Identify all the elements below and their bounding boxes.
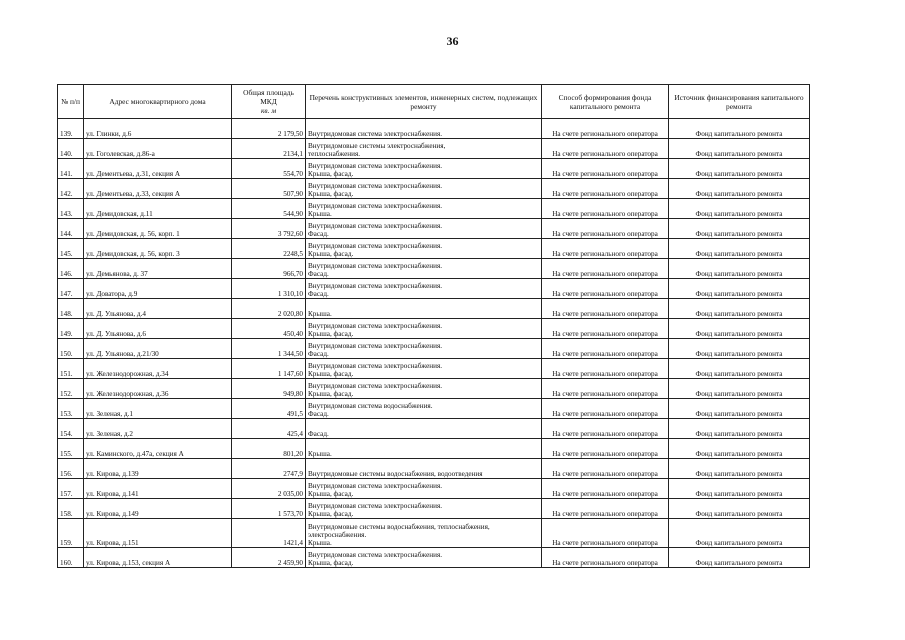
table-row: [58, 279, 810, 299]
row-area: 1 147,60: [232, 359, 306, 379]
row-funding-method: На счете регионального оператора: [542, 159, 669, 179]
row-funding-method: На счете регионального оператора: [542, 519, 669, 548]
row-element-line: Крыша, фасад.: [308, 370, 354, 378]
row-area: 2 179,50: [232, 119, 306, 139]
table-row: [58, 159, 810, 179]
row-area: 491,5: [232, 399, 306, 419]
row-element-line: Фасад.: [308, 230, 329, 238]
row-address: ул. Каминского, д.47а, секция А: [84, 439, 232, 459]
row-element-line: теплоснабжения.: [308, 150, 361, 158]
row-number: 142.: [58, 179, 84, 199]
row-elements: [306, 239, 542, 259]
row-element-line: Фасад.: [308, 270, 329, 278]
repair-register-table: [57, 84, 810, 568]
table-row: [58, 299, 810, 319]
table-header-row: [58, 85, 810, 119]
row-elements: [306, 439, 542, 459]
header-area: [232, 85, 306, 119]
row-address: ул. Кирова, д.149: [84, 499, 232, 519]
row-element-line: Внутридомовая система электроснабжения.: [308, 242, 443, 250]
row-funding-source: Фонд капитального ремонта: [669, 519, 810, 548]
row-address: ул. Доватора, д.9: [84, 279, 232, 299]
row-funding-method: На счете регионального оператора: [542, 119, 669, 139]
row-number: 151.: [58, 359, 84, 379]
row-number: 159.: [58, 519, 84, 548]
row-number: 140.: [58, 139, 84, 159]
row-funding-source: Фонд капитального ремонта: [669, 279, 810, 299]
row-address: ул. Кирова, д.139: [84, 459, 232, 479]
row-funding-method: На счете регионального оператора: [542, 199, 669, 219]
row-element-line: Внутридомовые системы водоснабжения, теплоснабжения,: [308, 523, 490, 531]
row-element-line: Внутридомовая система электроснабжения.: [308, 162, 443, 170]
row-elements: [306, 319, 542, 339]
row-funding-method: На счете регионального оператора: [542, 379, 669, 399]
row-element-line: Внутридомовая система электроснабжения.: [308, 502, 443, 510]
row-element-line: Внутридомовая система электроснабжения.: [308, 282, 443, 290]
table-row: [58, 459, 810, 479]
row-area: 1 310,10: [232, 279, 306, 299]
row-funding-method: На счете регионального оператора: [542, 439, 669, 459]
row-funding-source: Фонд капитального ремонта: [669, 179, 810, 199]
row-address: ул. Демидовская, д. 56, корп. 3: [84, 239, 232, 259]
header-area-unit: кв. м: [260, 106, 277, 115]
row-element-line: Крыша, фасад.: [308, 330, 354, 338]
row-number: 154.: [58, 419, 84, 439]
row-address: ул. Демидовская, д.11: [84, 199, 232, 219]
row-elements: [306, 259, 542, 279]
row-elements: [306, 299, 542, 319]
row-area: 949,80: [232, 379, 306, 399]
row-address: ул. Зеленая, д.2: [84, 419, 232, 439]
row-elements: [306, 159, 542, 179]
row-funding-source: Фонд капитального ремонта: [669, 119, 810, 139]
row-element-line: Внутридомовая система электроснабжения.: [308, 182, 443, 190]
row-element-line: Крыша, фасад.: [308, 190, 354, 198]
row-funding-source: Фонд капитального ремонта: [669, 499, 810, 519]
row-area: 2134,1: [232, 139, 306, 159]
row-element-line: Внутридомовая система электроснабжения.: [308, 322, 443, 330]
table-row: [58, 399, 810, 419]
row-funding-method: На счете регионального оператора: [542, 459, 669, 479]
row-funding-method: На счете регионального оператора: [542, 179, 669, 199]
row-elements: [306, 519, 542, 548]
row-funding-source: Фонд капитального ремонта: [669, 319, 810, 339]
row-address: ул. Зеленая, д.1: [84, 399, 232, 419]
row-funding-source: Фонд капитального ремонта: [669, 459, 810, 479]
row-funding-method: На счете регионального оператора: [542, 279, 669, 299]
row-address: ул. Кирова, д.151: [84, 519, 232, 548]
row-funding-method: На счете регионального оператора: [542, 259, 669, 279]
row-address: ул. Д. Ульянова, д.6: [84, 319, 232, 339]
row-elements: [306, 399, 542, 419]
row-funding-method: На счете регионального оператора: [542, 139, 669, 159]
row-element-line: Крыша.: [308, 450, 332, 458]
page-number: 36: [446, 34, 459, 48]
row-address: ул. Дементьева, д.33, секция А: [84, 179, 232, 199]
row-element-line: Крыша, фасад.: [308, 490, 354, 498]
header-method: Способ формирования фонда капитального ремонта: [542, 85, 669, 119]
row-elements: [306, 179, 542, 199]
table-row: [58, 419, 810, 439]
row-area: 801,20: [232, 439, 306, 459]
row-elements: [306, 139, 542, 159]
row-funding-method: На счете регионального оператора: [542, 319, 669, 339]
row-address: ул. Глинки, д.6: [84, 119, 232, 139]
row-address: ул. Кирова, д.153, секция А: [84, 548, 232, 568]
header-elements: Перечень конструктивных элементов, инженерных систем, подлежащих ремонту: [306, 85, 542, 119]
row-number: 160.: [58, 548, 84, 568]
row-element-line: Крыша, фасад.: [308, 170, 354, 178]
row-number: 156.: [58, 459, 84, 479]
row-area: 554,70: [232, 159, 306, 179]
table-body: [58, 119, 810, 568]
row-funding-source: Фонд капитального ремонта: [669, 399, 810, 419]
row-area: 544,90: [232, 199, 306, 219]
row-number: 147.: [58, 279, 84, 299]
table-row: [58, 548, 810, 568]
row-number: 141.: [58, 159, 84, 179]
table-row: [58, 119, 810, 139]
row-area: 1 573,70: [232, 499, 306, 519]
row-funding-method: На счете регионального оператора: [542, 239, 669, 259]
row-element-line: Фасад.: [308, 430, 329, 438]
row-element-line: Внутридомовая система электроснабжения.: [308, 262, 443, 270]
row-number: 150.: [58, 339, 84, 359]
header-address: Адрес многоквартирного дома: [84, 85, 232, 119]
row-element-line: Крыша, фасад.: [308, 510, 354, 518]
row-elements: [306, 199, 542, 219]
row-area: 507,90: [232, 179, 306, 199]
row-elements: [306, 119, 542, 139]
row-area: 2 035,00: [232, 479, 306, 499]
row-element-line: Крыша.: [308, 539, 332, 547]
row-funding-method: На счете регионального оператора: [542, 299, 669, 319]
row-funding-source: Фонд капитального ремонта: [669, 359, 810, 379]
row-number: 143.: [58, 199, 84, 219]
row-element-line: Фасад.: [308, 350, 329, 358]
table-row: [58, 319, 810, 339]
row-area: 966,70: [232, 259, 306, 279]
row-elements: [306, 548, 542, 568]
row-address: ул. Железнодорожная, д.36: [84, 379, 232, 399]
row-funding-source: Фонд капитального ремонта: [669, 439, 810, 459]
row-area: 425,4: [232, 419, 306, 439]
row-number: 144.: [58, 219, 84, 239]
table-row: [58, 219, 810, 239]
row-number: 158.: [58, 499, 84, 519]
table-row: [58, 259, 810, 279]
row-number: 146.: [58, 259, 84, 279]
row-funding-source: Фонд капитального ремонта: [669, 379, 810, 399]
row-address: ул. Демьянова, д. 37: [84, 259, 232, 279]
row-funding-source: Фонд капитального ремонта: [669, 239, 810, 259]
row-address: ул. Д. Ульянова, д.4: [84, 299, 232, 319]
row-elements: [306, 499, 542, 519]
row-elements: [306, 479, 542, 499]
table-row: [58, 179, 810, 199]
table-row: [58, 439, 810, 459]
row-element-line: Крыша.: [308, 310, 332, 318]
row-number: 153.: [58, 399, 84, 419]
row-funding-method: На счете регионального оператора: [542, 339, 669, 359]
row-elements: [306, 459, 542, 479]
row-address: ул. Гоголевская, д.86-а: [84, 139, 232, 159]
row-funding-source: Фонд капитального ремонта: [669, 259, 810, 279]
row-area: 1 344,50: [232, 339, 306, 359]
row-funding-source: Фонд капитального ремонта: [669, 199, 810, 219]
row-funding-method: На счете регионального оператора: [542, 359, 669, 379]
row-funding-method: На счете регионального оператора: [542, 399, 669, 419]
row-area: 1421,4: [232, 519, 306, 548]
row-number: 149.: [58, 319, 84, 339]
row-elements: [306, 379, 542, 399]
row-area: 2 459,90: [232, 548, 306, 568]
row-address: ул. Железнодорожная, д.34: [84, 359, 232, 379]
row-element-line: Внутридомовая система электроснабжения.: [308, 382, 443, 390]
row-elements: [306, 279, 542, 299]
row-number: 139.: [58, 119, 84, 139]
row-address: ул. Д. Ульянова, д.21/30: [84, 339, 232, 359]
row-area: 2248,5: [232, 239, 306, 259]
row-funding-method: На счете регионального оператора: [542, 419, 669, 439]
row-funding-source: Фонд капитального ремонта: [669, 339, 810, 359]
row-funding-method: На счете регионального оператора: [542, 499, 669, 519]
row-element-line: Внутридомовая система электроснабжения.: [308, 222, 443, 230]
row-number: 145.: [58, 239, 84, 259]
row-number: 155.: [58, 439, 84, 459]
row-funding-source: Фонд капитального ремонта: [669, 548, 810, 568]
row-elements: [306, 359, 542, 379]
row-element-line: Внутридомовая система электроснабжения.: [308, 551, 443, 559]
row-address: ул. Кирова, д.141: [84, 479, 232, 499]
row-element-line: Крыша, фасад.: [308, 559, 354, 567]
row-elements: [306, 219, 542, 239]
row-element-line: Фасад.: [308, 290, 329, 298]
row-element-line: Внутридомовая система электроснабжения.: [308, 342, 443, 350]
row-funding-source: Фонд капитального ремонта: [669, 219, 810, 239]
header-source: Источник финансирования капитального ремонта: [669, 85, 810, 119]
row-element-line: Крыша.: [308, 210, 332, 218]
table-row: [58, 359, 810, 379]
row-funding-method: На счете регионального оператора: [542, 548, 669, 568]
row-area: 2747,9: [232, 459, 306, 479]
row-element-line: Крыша, фасад.: [308, 390, 354, 398]
row-number: 148.: [58, 299, 84, 319]
row-funding-source: Фонд капитального ремонта: [669, 479, 810, 499]
row-element-line: Внутридомовая система электроснабжения.: [308, 202, 443, 210]
header-num: № п/п: [58, 85, 84, 119]
row-area: 450,40: [232, 319, 306, 339]
row-funding-source: Фонд капитального ремонта: [669, 299, 810, 319]
table-row: [58, 339, 810, 359]
row-element-line: электроснабжения.: [308, 531, 367, 539]
row-funding-source: Фонд капитального ремонта: [669, 419, 810, 439]
row-element-line: Внутридомовая система электроснабжения.: [308, 362, 443, 370]
row-address: ул. Дементьева, д.31, секция А: [84, 159, 232, 179]
row-funding-method: На счете регионального оператора: [542, 479, 669, 499]
row-number: 152.: [58, 379, 84, 399]
header-area-label: Общая площадь МКД: [243, 88, 294, 106]
row-funding-method: На счете регионального оператора: [542, 219, 669, 239]
table-row: [58, 479, 810, 499]
row-area: 3 792,60: [232, 219, 306, 239]
row-element-line: Фасад.: [308, 410, 329, 418]
row-number: 157.: [58, 479, 84, 499]
row-address: ул. Демидовская, д. 56, корп. 1: [84, 219, 232, 239]
row-funding-source: Фонд капитального ремонта: [669, 139, 810, 159]
row-element-line: Внутридомовая система электроснабжения.: [308, 130, 443, 138]
row-area: 2 020,80: [232, 299, 306, 319]
table-row: [58, 239, 810, 259]
row-element-line: Внутридомовые системы электроснабжения,: [308, 142, 446, 150]
row-funding-source: Фонд капитального ремонта: [669, 159, 810, 179]
table-row: [58, 519, 810, 548]
row-element-line: Крыша, фасад.: [308, 250, 354, 258]
row-elements: [306, 419, 542, 439]
table-row: [58, 199, 810, 219]
row-element-line: Внутридомовые системы водоснабжения, водоотведения: [308, 470, 483, 478]
table-row: [58, 139, 810, 159]
table-row: [58, 499, 810, 519]
row-element-line: Внутридомовая система электроснабжения.: [308, 482, 443, 490]
row-element-line: Внутридомовая система водоснабжения.: [308, 402, 433, 410]
table-row: [58, 379, 810, 399]
row-elements: [306, 339, 542, 359]
